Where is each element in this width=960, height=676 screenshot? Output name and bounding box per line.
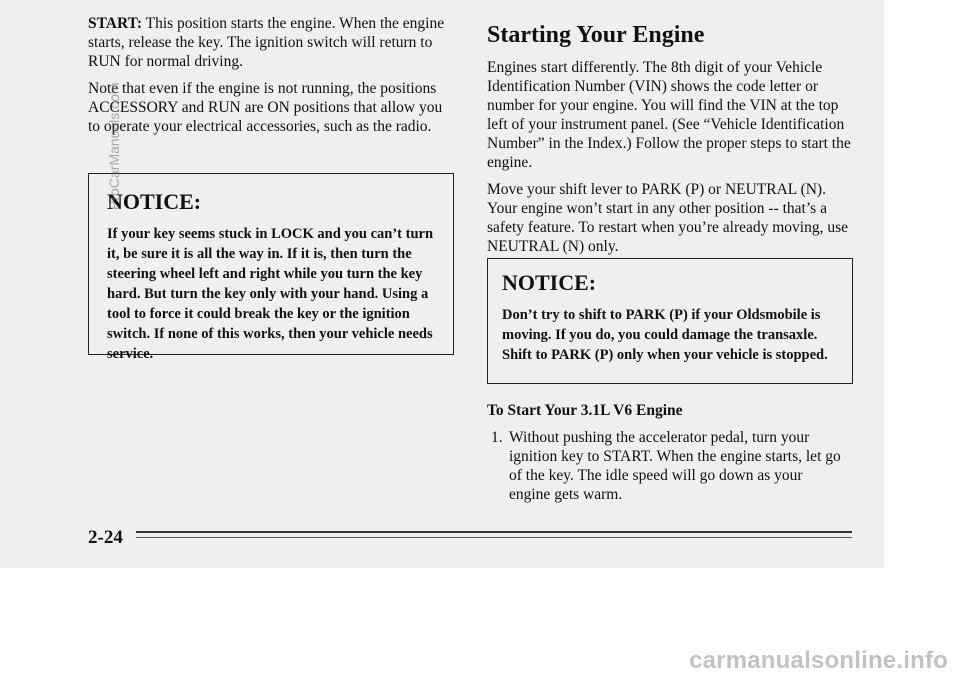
bottom-watermark: carmanualsonline.info: [689, 647, 948, 674]
left-column: [88, 14, 456, 136]
start-text: This position starts the engine. When the engine starts, release the key. The ignition switch will return to RUN for normal driving.: [88, 15, 445, 70]
start-label: START:: [88, 15, 143, 32]
section-heading: Starting Your Engine: [487, 22, 705, 48]
right-column: [487, 20, 857, 256]
vin-paragraph: Engines start differently. The 8th digit of your Vehicle Identification Number (VIN) shows the code letter or number for your engine. You will find the VIN at the top left of your instrument panel. (See “Vehicle Identification Number” in the Index.) Follow the proper steps to start the engine.: [487, 59, 851, 171]
notice-title: NOTICE:: [107, 189, 202, 214]
step-item: [487, 428, 847, 504]
shift-lever-paragraph: Move your shift lever to PARK (P) or NEUTRAL (N). Your engine won’t start in any other position -- that’s a safety feature. To restart when you’re already moving, use NEUTRAL (N) only.: [487, 181, 849, 255]
notice-title: NOTICE:: [502, 270, 597, 295]
step-number: 1.: [491, 429, 503, 446]
footer-rule: [136, 531, 852, 533]
page-number: 2-24: [88, 527, 123, 548]
footer-rule-thin: [136, 537, 852, 538]
note-paragraph: Note that even if the engine is not running, the positions ACCESSORY and RUN are ON positions that allow you to operate your electrical accessories, such as the radio.: [88, 80, 443, 135]
side-watermark: ProCarManuals.com: [106, 82, 122, 210]
step-text: Without pushing the accelerator pedal, turn your ignition key to START. When the engine starts, let go of the key. The idle speed will go down as your engine gets warm.: [509, 429, 841, 503]
notice-body: Don’t try to shift to PARK (P) if your Oldsmobile is moving. If you do, you could damage the transaxle. Shift to PARK (P) only when your vehicle is stopped.: [502, 307, 828, 363]
notice-body: If your key seems stuck in LOCK and you can’t turn it, be sure it is all the way in. If it is, then turn the steering wheel left and right while you turn the key hard. But turn the key only with your hand. Using a tool to force it could break the key or the ignition switch. If none of this works, then your vehicle needs service.: [107, 226, 434, 362]
notice-box-park: [487, 258, 853, 384]
engine-subheading: To Start Your 3.1L V6 Engine: [487, 402, 683, 419]
notice-box-key-stuck: [88, 173, 454, 362]
start-paragraph: [88, 14, 456, 71]
